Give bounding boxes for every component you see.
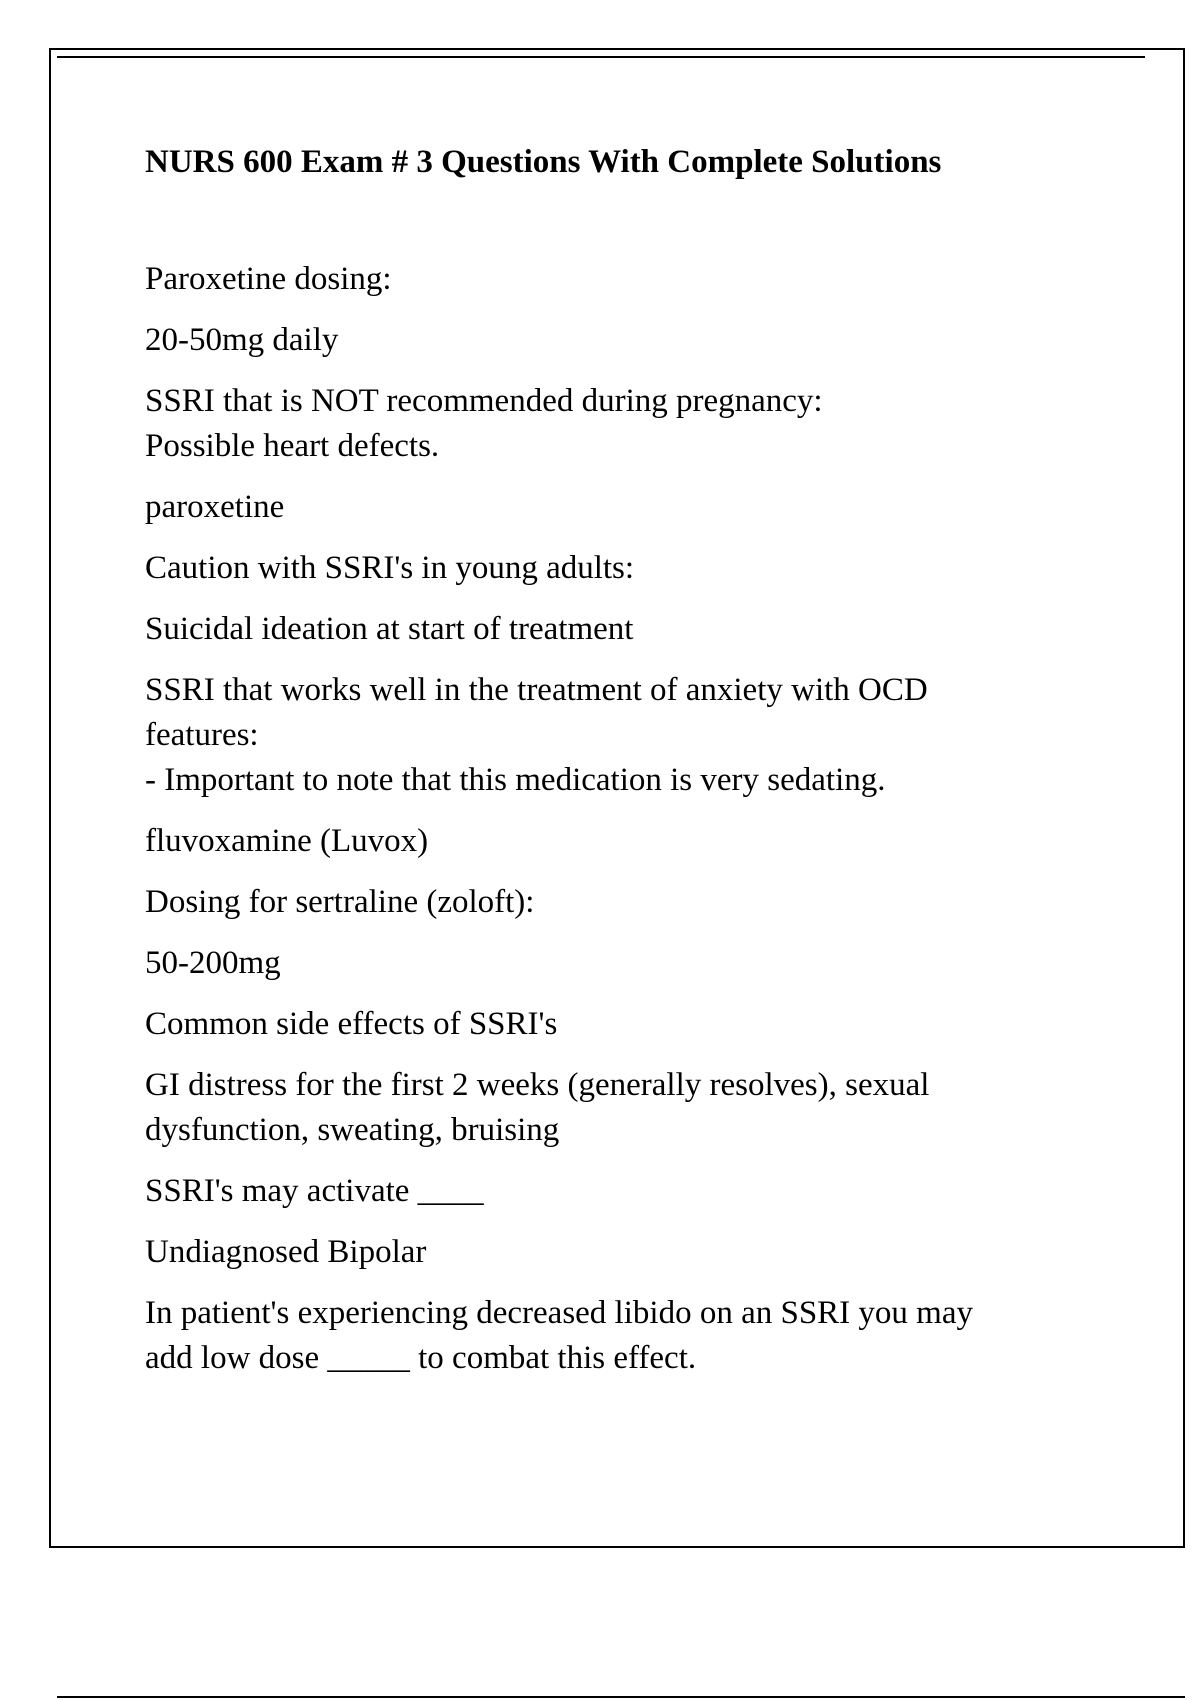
question-ssri-libido: In patient's experiencing decreased libido on an SSRI you may add low dose _____ to combat this effect. [145, 1295, 973, 1376]
question-sertraline-dosing: Dosing for sertraline (zoloft): [145, 884, 535, 920]
document-title: NURS 600 Exam # 3 Questions With Complete Solutions [145, 144, 942, 180]
answer-ssri-ocd: fluvoxamine (Luvox) [145, 823, 429, 859]
question-ssri-ocd: SSRI that works well in the treatment of anxiety with OCD features: - Important to note that this medication is very sedating. [145, 672, 928, 798]
question-paroxetine-dosing: Paroxetine dosing: [145, 261, 392, 297]
bottom-rule [57, 1696, 1185, 1698]
answer-ssri-young-adults: Suicidal ideation at start of treatment [145, 611, 634, 647]
question-ssri-young-adults: Caution with SSRI's in young adults: [145, 550, 635, 586]
answer-ssri-side-effects: GI distress for the first 2 weeks (generally resolves), sexual dysfunction, sweating, bruising [145, 1067, 930, 1148]
top-rule [57, 56, 1145, 58]
answer-paroxetine-dosing: 20-50mg daily [145, 322, 339, 358]
answer-sertraline-dosing: 50-200mg [145, 945, 281, 981]
answer-ssri-pregnancy: paroxetine [145, 489, 285, 525]
answer-ssri-activate: Undiagnosed Bipolar [145, 1234, 427, 1270]
document-body [145, 142, 1075, 1397]
question-ssri-pregnancy: SSRI that is NOT recommended during pregnancy: Possible heart defects. [145, 383, 823, 464]
question-ssri-activate: SSRI's may activate ____ [145, 1173, 484, 1209]
question-ssri-side-effects: Common side effects of SSRI's [145, 1006, 558, 1042]
